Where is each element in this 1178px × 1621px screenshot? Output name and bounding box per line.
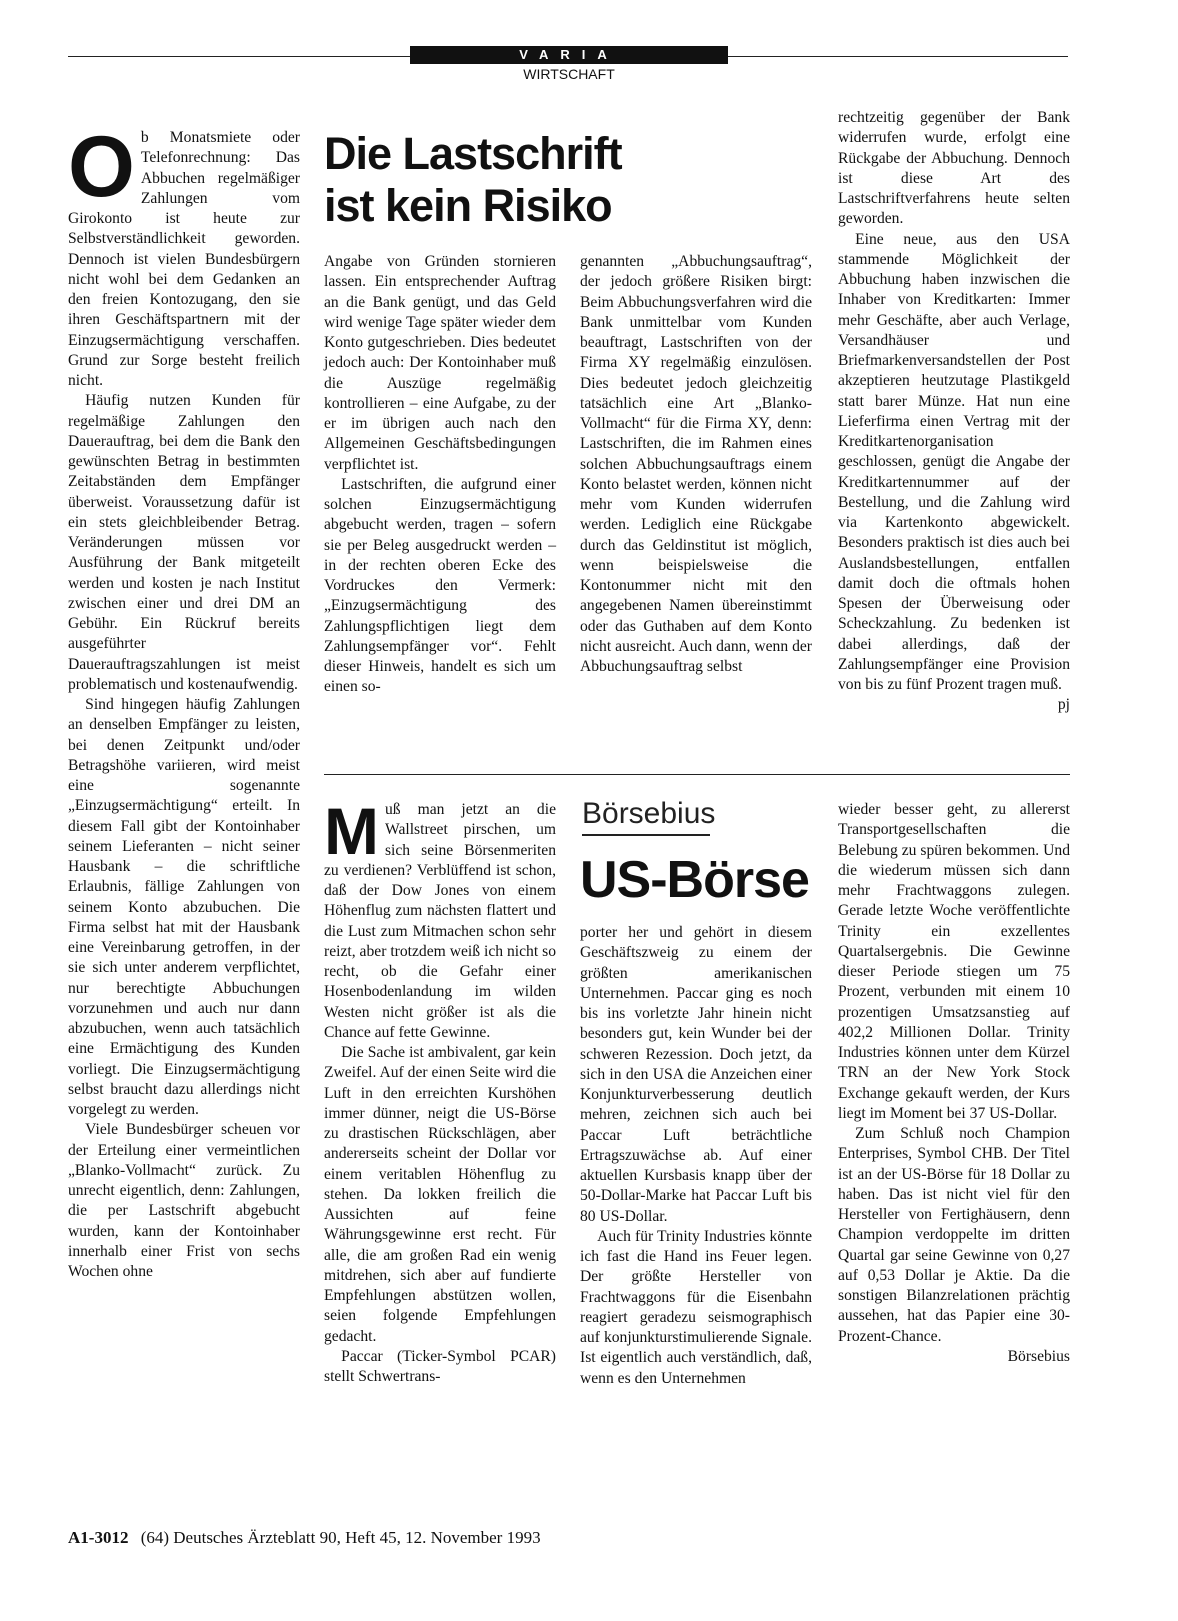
- dropcap-m: M: [324, 794, 379, 868]
- section-label: VARIA: [410, 46, 728, 64]
- article1-column-1: [68, 119, 300, 1282]
- page-code: A1-3012: [68, 1528, 129, 1547]
- article2-headline: US-Börse: [580, 851, 809, 909]
- article1-headline: [324, 128, 622, 232]
- paragraph: porter her und gehört in diesem Geschäftszweig zu einem der größten amerikanischen Unternehmen. Paccar ging es noch bis ins vorletzte Jahr hinein nicht besonders gut, kein Wunder bei der schweren Rezession. Doch jetzt, da sich in den USA die Anzeichen einer Konjunkturverbesserung deutlich mehren, zeichnen sich auch bei Paccar Luft beträchtliche Ertragszuwächse ab. Auf einer aktuellen Kursbasis knapp über der 50-Dollar-Marke hat Paccar Luft bis 80 US-Dollar.: [580, 924, 812, 1225]
- paragraph: Paccar (Ticker-Symbol PCAR) stellt Schwertrans-: [324, 1347, 556, 1385]
- paragraph: wieder besser geht, zu allererst Transportgesellschaften die Belebung zu spüren bekommen. Und die wiederum müssen sich dann mehr Frachtwaggons zulegen. Gerade letzte Woche veröffentlichte Trinity ein exzellentes Quartalsergebnis. Die Gewinne dieser Periode stiegen um 75 Prozent, verbunden mit einem 10 prozentigen Umsatzsanstieg auf 402,2 Millionen Dollar. Trinity Industries können unter dem Kürzel TRN an der New York Stock Exchange gekauft werden, der Kurs liegt im Moment bei 37 US-Dollar.: [838, 801, 1070, 1122]
- article2-column-4: [838, 800, 1070, 1367]
- article1-column-4: [838, 108, 1070, 716]
- paragraph: rechtzeitig gegenüber der Bank widerrufen wurde, erfolgt eine Rückgabe der Abbuchung. Dennoch ist diese Art des Lastschriftverfahrens heute selten geworden.: [838, 109, 1070, 228]
- headline-line-1: Die Lastschrift: [324, 128, 622, 179]
- kicker-underline: [582, 834, 710, 836]
- header-rule-right: [728, 56, 1068, 57]
- article2-column-2: [324, 794, 556, 1387]
- paragraph: Viele Bundesbürger scheuen vor der Erteilung einer vermeintlichen „Blanko-Vollmacht“ zurück. Zu unrecht eigentlich, denn: Zahlungen, die per Lastschrift abgebucht wurden, kann der Kontoinhaber innerhalb einer Frist von sechs Wochen ohne: [68, 1121, 300, 1280]
- header-rule-left: [68, 56, 410, 57]
- paragraph: Häufig nutzen Kunden für regelmäßige Zahlungen den Dauerauftrag, bei dem die Bank den gewünschten Betrag in bestimmten Zeitabständen dem Empfänger überweist. Voraussetzung dafür ist ein stets gleichbleibender Betrag. Veränderungen müssen vor Ausführung der Bank mitgeteilt werden und kosten je nach Institut zwischen einer und drei DM an Gebühr. Ein Rückruf bereits ausgeführter Dauerauftragszahlungen ist meist problematisch und kostenaufwendig.: [68, 392, 300, 693]
- paragraph: uß man jetzt an die Wallstreet pirschen, um sich seine Börsenmeriten zu verdienen? Verblüffend ist schon, daß der Dow Jones von einem Höhenflug zum nächsten flattert und die Lust zum Mitmachen schon sehr reizt, aber trotzdem weiß ich nicht so recht, ob die Gefahr einer Hosenbodenlandung im wilden Westen nicht größer ist als die Chance auf fette Gewinne.: [324, 801, 556, 1041]
- dropcap-o: O: [68, 119, 135, 215]
- paragraph: Die Sache ist ambivalent, gar kein Zweifel. Auf der einen Seite wird die Luft in den erreichten Kurshöhen immer dünner, neigt die US-Börse zu drastischen Rückschlägen, aber andererseits scheint der Dollar vor einem veritablen Höhenflug zu stehen. Da lokken freilich die Aussichten auf feine Währungsgewinne erst recht. Für alle, die am großen Rad ein wenig mitdrehen, sich aber auf fundierte Empfehlungen abstützen wollen, seien folgende Empfehlungen gedacht.: [324, 1044, 556, 1345]
- paragraph: Eine neue, aus den USA stammende Möglichkeit der Abbuchung haben inzwischen die Inhaber von Kreditkarten: Immer mehr Geschäfte, aber auch Verlage, Versandhäuser und Briefmarkenversandstellen der Post akzeptieren heutzutage Plastikgeld statt barer Münze. Hat nun eine Lieferfirma einen Vertrag mit der Kreditkartenorganisation geschlossen, genügt die Angabe der Kreditkartennummer auf der Bestellung, und die Zahlung wird via Kartenkonto abgewickelt. Besonders praktisch ist dies auch bei Auslandsbestellungen, entfallen damit doch die oftmals hohen Spesen der Überweisung oder Scheckzahlung. Zu bedenken ist dabei allerdings, daß der Zahlungsempfänger eine Provision von bis zu fünf Prozent tragen muß.: [838, 230, 1070, 693]
- paragraph: Auch für Trinity Industries könnte ich fast die Hand ins Feuer legen. Der größte Hersteller von Frachtwaggons für die Eisenbahn reagiert geradezu seismographisch auf konjunkturstimulierende Signale. Ist eigentlich auch verständlich, daß, wenn es den Unternehmen: [580, 1227, 812, 1387]
- headline-line-2: ist kein Risiko: [324, 180, 612, 231]
- article2-kicker: Börsebius: [582, 797, 716, 830]
- article1-column-2: [324, 252, 556, 698]
- citation: (64) Deutsches Ärzteblatt 90, Heft 45, 12. November 1993: [140, 1528, 541, 1547]
- paragraph: Sind hingegen häufig Zahlungen an denselben Empfänger zu leisten, bei denen Zeitpunkt und/oder Betragshöhe variieren, wird meist eine sogenannte „Einzugsermächtigung“ erteilt. In diesem Fall gibt der Kontoinhaber seinem Lieferanten – nicht seiner Hausbank – die schriftliche Erlaubnis, fällige Zahlungen von seinem Konto abzubuchen. Die Firma selbst hat mit der Hausbank eine Vereinbarung getroffen, in der sie sich unter anderem verpflichtet, nur berechtigte Abbuchungen vorzunehmen und auch nur dann abzubuchen, wenn auch tatsächlich eine Ermächtigung des Kunden vorliegt. Die Einzugsermächtigung selbst braucht dazu allerdings nicht vorgelegt zu werden.: [68, 696, 300, 1118]
- paragraph: Angabe von Gründen stornieren lassen. Ein entsprechender Auftrag an die Bank genügt, und das Geld wird wenige Tage später wieder dem Konto gutgeschrieben. Dies bedeutet jedoch auch: Der Kontoinhaber muß die Auszüge regelmäßig kontrollieren – eine Aufgabe, zu der er im übrigen auch nach den Allgemeinen Geschäftsbedingungen verpflichtet ist.: [324, 253, 556, 473]
- article2-column-3: [580, 923, 812, 1389]
- paragraph: Zum Schluß noch Champion Enterprises, Symbol CHB. Der Titel ist an der US-Börse für 18 Dollar zu haben. Das ist nicht viel für den Hersteller von Fertighäusern, denn Champion verdoppelte im dritten Quartal gar seine Gewinne von 0,27 auf 0,53 Dollar je Aktie. Da die sonstigen Bilanzrelationen prächtig aussehen, hat das Papier eine 30-Prozent-Chance.: [838, 1125, 1070, 1345]
- paragraph: Lastschriften, die aufgrund einer solchen Einzugsermächtigung abgebucht werden, tragen – sofern sie per Beleg ausgedruckt werden – in der rechten oberen Ecke des Vordruckes den Vermerk: „Einzugsermächtigung des Zahlungspflichtigen liegt dem Zahlungsempfänger vor“. Fehlt dieser Hinweis, handelt es sich um einen so-: [324, 475, 556, 696]
- subsection-label: WIRTSCHAFT: [523, 66, 615, 82]
- paragraph: genannten „Abbuchungsauftrag“, der jedoch größere Risiken birgt: Beim Abbuchungsverfahren wird die Bank unmittelbar vom Kunden beauftragt, Lastschriften von der Firma XY regelmäßig einzulösen. Dies bedeutet jedoch gleichzeitig tatsächlich eine Art „Blanko-Vollmacht“ für die Firma XY, denn: Lastschriften, die im Rahmen eines solchen Abbuchungsauftrags einem Konto belastet werden, können nicht mehr vom Kunden widerrufen werden. Lediglich eine Rückgabe durch das Geldinstitut ist möglich, wenn beispielsweise die Kontonummer nicht mit den angegebenen Namen übereinstimmt oder das Guthaben auf dem Konto nicht ausreicht. Auch dann, wenn der Abbuchungsauftrag selbst: [580, 253, 812, 675]
- article1-column-3: [580, 252, 812, 677]
- article2-author: Börsebius: [1007, 1347, 1070, 1365]
- article-divider: [324, 774, 1070, 775]
- article1-author: pj: [1057, 696, 1070, 714]
- paragraph: b Monatsmiete oder Telefonrechnung: Das Abbuchen regelmäßiger Zahlungen vom Girokonto ist heute zur Selbstverständlichkeit geworden. Dennoch ist vielen Bundesbürgern nicht wohl bei dem Gedanken an den freien Kontozugang, den sie ihren Geschäftspartnern mit der Einzugsermächtigung verschaffen. Grund zur Sorge besteht freilich nicht.: [68, 129, 300, 389]
- footer: [68, 1528, 541, 1548]
